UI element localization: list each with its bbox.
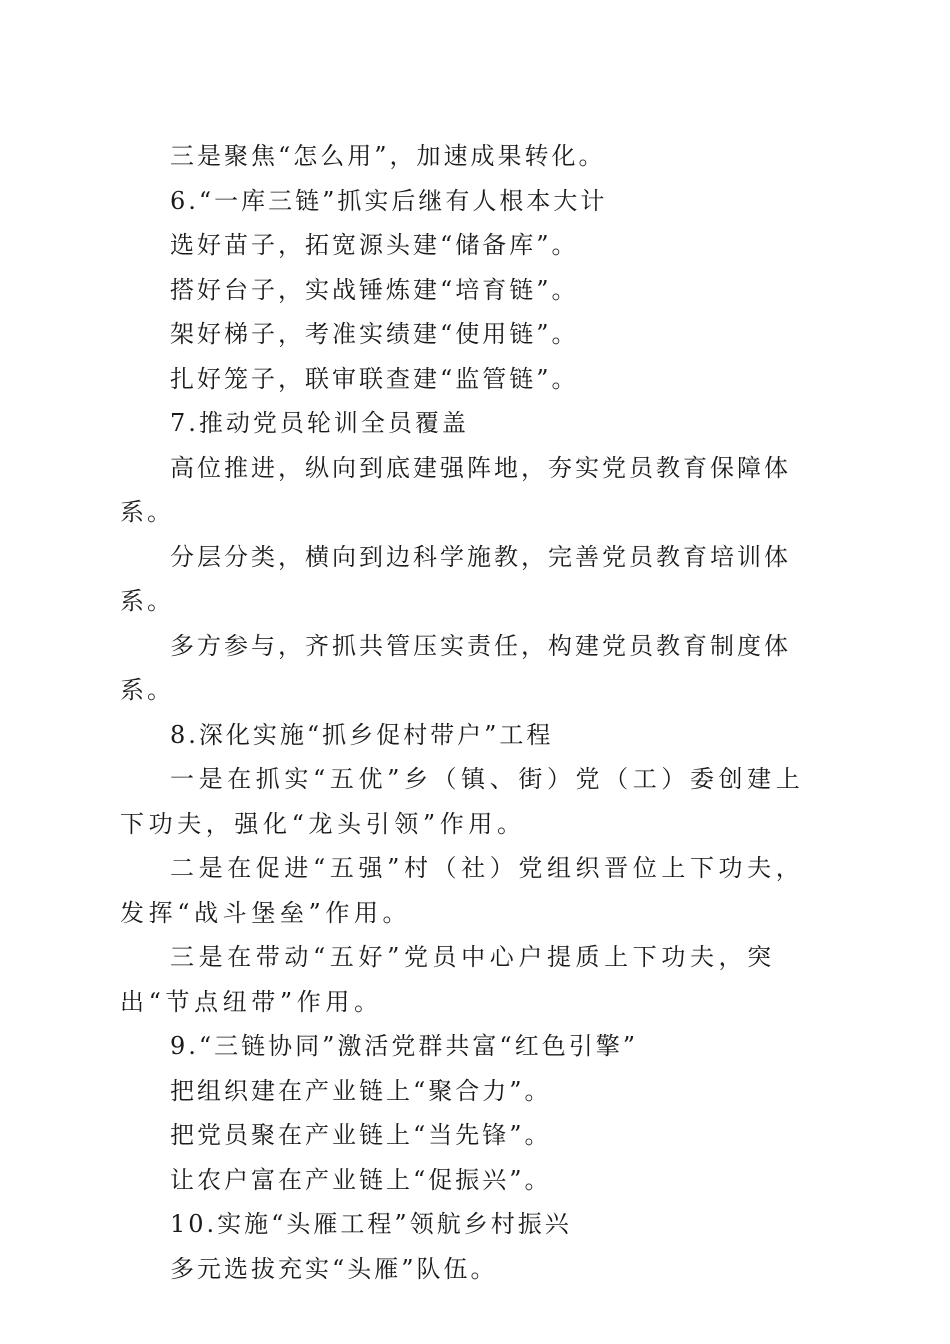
heading-item-9: 9.“三链协同”激活党群共富“红色引擎” (170, 1032, 638, 1060)
paragraph-institution-system: 多方参与，齐抓共管压实责任，构建党员教育制度体系。 (120, 631, 791, 704)
heading-item-8: 8.深化实施“抓乡促村带户”工程 (170, 720, 554, 749)
paragraph-training-chain: 搭好台子，实战锤炼建“培育链”。 (170, 275, 579, 304)
paragraph-member-chain: 把党员聚在产业链上“当先锋”。 (170, 1121, 552, 1149)
paragraph-point-one-five-excellent: 一是在抓实“五优”乡（镇、街）党（工）委创建上下功夫，强化“龙头引领”作用。 (120, 765, 805, 838)
heading-item-7: 7.推动党员轮训全员覆盖 (170, 409, 469, 437)
paragraph-farmer-chain: 让农户富在产业链上“促振兴”。 (170, 1165, 552, 1194)
paragraph-point-two-five-strong: 二是在促进“五强”村（社）党组织晋位上下功夫，发挥“战斗堡垒”作用。 (120, 854, 805, 927)
paragraph-point-three-five-good: 三是在带动“五好”党员中心户提质上下功夫，突出“节点纽带”作用。 (120, 943, 776, 1016)
paragraph-reserve-pool: 选好苗子，拓宽源头建“储备库”。 (170, 231, 579, 259)
paragraph-training-system: 分层分类，横向到边科学施教，完善党员教育培训体系。 (120, 542, 791, 615)
paragraph-supervision-chain: 扎好笼子，联审联查建“监管链”。 (170, 364, 579, 393)
paragraph-organization-chain: 把组织建在产业链上“聚合力”。 (170, 1076, 552, 1105)
heading-item-6: 6.“一库三链”抓实后继有人根本大计 (170, 186, 608, 215)
document-body (120, 134, 832, 1291)
paragraph-point-three-focus: 三是聚焦“怎么用”，加速成果转化。 (170, 142, 606, 170)
paragraph-lead-goose-team: 多元选拔充实“头雁”队伍。 (170, 1254, 498, 1283)
heading-item-10: 10.实施“头雁工程”领航乡村振兴 (170, 1210, 572, 1238)
paragraph-guarantee-system: 高位推进，纵向到底建强阵地，夯实党员教育保障体系。 (120, 453, 791, 526)
paragraph-usage-chain: 架好梯子，考准实绩建“使用链”。 (170, 320, 579, 348)
